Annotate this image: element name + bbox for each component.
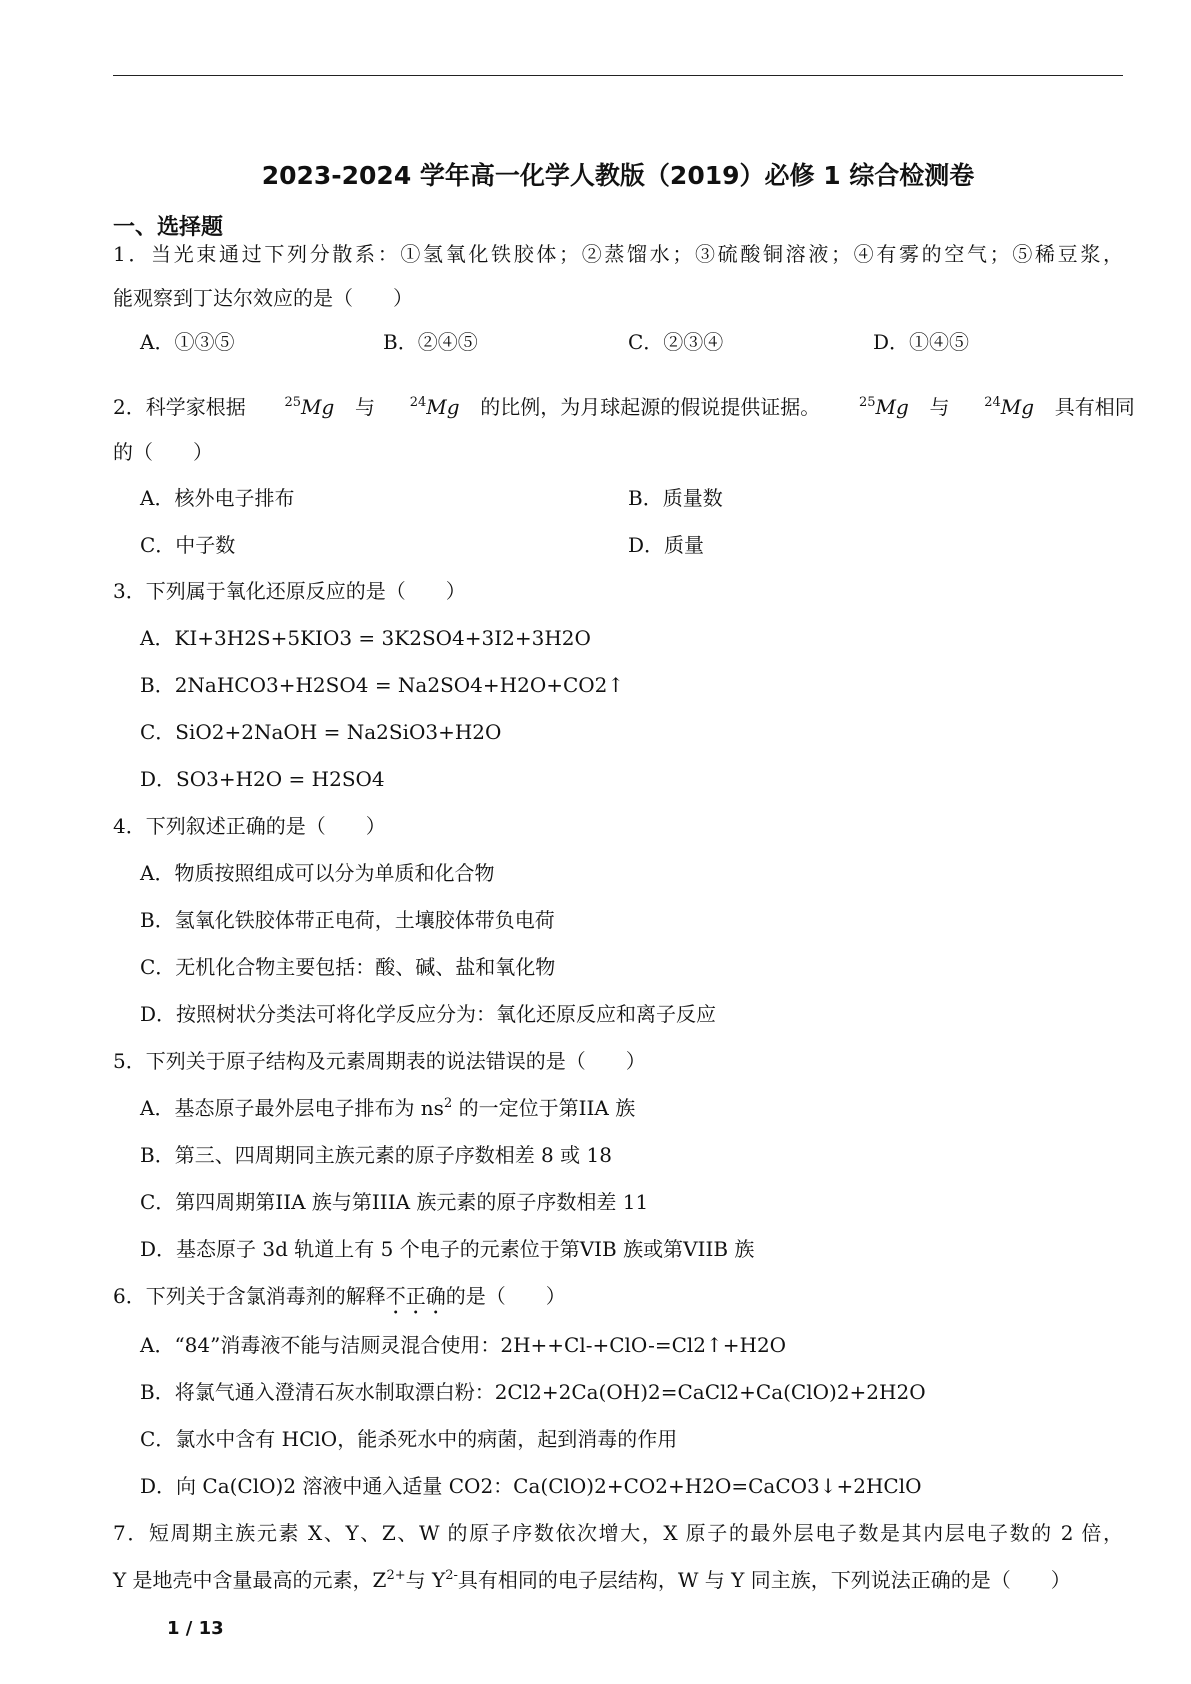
- question-3-option-b: B．2NaHCO3+H2SO4 = Na2SO4+H2O+CO2↑: [140, 673, 625, 697]
- question-5-option-a: [140, 1092, 635, 1121]
- question-6-option-b: B．将氯气通入澄清石灰水制取漂白粉：2Cl2+2Ca(OH)2=CaCl2+Ca(ClO)2+2H2O: [140, 1380, 926, 1404]
- question-4-option-b: B．氢氧化铁胶体带正电荷，土壤胶体带负电荷: [140, 908, 555, 932]
- superscript: 2+: [386, 1568, 406, 1583]
- question-6-option-a: A．“84”消毒液不能与洁厕灵混合使用：2H++Cl-+ClO-=Cl2↑+H2O: [140, 1333, 787, 1357]
- section-heading: 一、选择题: [113, 215, 224, 240]
- isotope-symbol-mg: Mg: [875, 395, 909, 419]
- question-7-text: 与 Y: [405, 1568, 446, 1592]
- superscript: 2: [443, 1096, 453, 1111]
- question-6-stem: [113, 1280, 566, 1319]
- question-3-stem: 3．下列属于氧化还原反应的是（ ）: [113, 579, 466, 603]
- question-1-stem-cont: 能观察到丁达尔效应的是（ ）: [113, 286, 413, 310]
- isotope-symbol-mg: Mg: [1000, 395, 1035, 419]
- question-2-suffix: 具有相同: [1054, 395, 1135, 419]
- question-7-text: Y 是地壳中含量最高的元素，Z: [113, 1568, 387, 1592]
- question-5-option-b: B．第三、四周期同主族元素的原子序数相差 8 或 18: [140, 1143, 612, 1167]
- question-6-option-c: C．氯水中含有 HClO，能杀死水中的病菌，起到消毒的作用: [140, 1427, 678, 1451]
- question-1-option-b: B．②④⑤: [383, 330, 478, 354]
- isotope-mass-24: 24: [984, 395, 1001, 410]
- isotope-symbol-mg: Mg: [301, 395, 335, 419]
- question-2-with: 与: [355, 395, 375, 419]
- isotope-mass-25: 25: [284, 395, 301, 410]
- question-4-option-a: A．物质按照组成可以分为单质和化合物: [140, 861, 495, 885]
- isotope-mass-25: 25: [858, 395, 876, 410]
- question-4-option-d: D．按照树状分类法可将化学反应分为：氧化还原反应和离子反应: [140, 1002, 717, 1026]
- question-1-option-c: C．②③④: [628, 330, 724, 354]
- question-7-stem: 7．短周期主族元素 X、Y、Z、W 的原子序数依次增大，X 原子的最外层电子数是其内层电子数的 2 倍，: [113, 1521, 1123, 1545]
- question-5-option-a-text-cont: 的一定位于第IIA 族: [452, 1096, 636, 1120]
- page-number: 1 / 13: [167, 1618, 224, 1639]
- question-1-stem: 1．当光束通过下列分散系：①氢氧化铁胶体；②蒸馏水；③硫酸铜溶液；④有雾的空气；⑤稀豆浆，: [113, 242, 1123, 266]
- question-3-option-d: D．SO3+H2O = H2SO4: [140, 767, 385, 791]
- question-2-option-b: B．质量数: [628, 486, 723, 510]
- question-4-stem: 4．下列叙述正确的是（ ）: [113, 814, 386, 838]
- question-2-with: 与: [929, 395, 950, 419]
- question-2-option-d: D．质量: [628, 533, 705, 557]
- header-rule: [113, 75, 1123, 76]
- question-4-option-c: C．无机化合物主要包括：酸、碱、盐和氧化物: [140, 955, 556, 979]
- question-2-stem-cont: 的（ ）: [113, 440, 213, 464]
- superscript: 2-: [445, 1568, 458, 1583]
- question-1-option-d: D．①④⑤: [873, 330, 970, 354]
- question-5-stem: 5．下列关于原子结构及元素周期表的说法错误的是（ ）: [113, 1049, 646, 1073]
- question-6-stem-text: 6．下列关于含氯消毒剂的解释: [113, 1284, 386, 1308]
- question-6-option-d: D．向 Ca(ClO)2 溶液中通入适量 CO2：Ca(ClO)2+CO2+H2O=CaCO3↓+2HClO: [140, 1474, 922, 1498]
- question-2-stem: [113, 391, 1135, 420]
- question-3-option-c: C．SiO2+2NaOH = Na2SiO3+H2O: [140, 720, 502, 744]
- question-2-prefix: 2．科学家根据: [113, 395, 246, 419]
- isotope-symbol-mg: Mg: [426, 395, 460, 419]
- question-1-option-a: A．①③⑤: [140, 330, 235, 354]
- question-6-stem-text-cont: 的是（ ）: [445, 1284, 566, 1308]
- document-title: 2023-2024 学年高一化学人教版（2019）必修 1 综合检测卷: [261, 161, 975, 190]
- question-3-option-a: A．KI+3H2S+5KIO3 = 3K2SO4+3I2+3H2O: [140, 626, 591, 650]
- question-5-option-c: C．第四周期第IIA 族与第IIIA 族元素的原子序数相差 11: [140, 1190, 649, 1214]
- question-7-text: 具有相同的电子层结构，W 与 Y 同主族，下列说法正确的是（ ）: [457, 1568, 1071, 1592]
- question-2-middle: 的比例，为月球起源的假说提供证据。: [480, 395, 821, 419]
- emphasis-text: 不正确: [385, 1284, 446, 1308]
- question-5-option-d: D．基态原子 3d 轨道上有 5 个电子的元素位于第VIB 族或第VIIB 族: [140, 1237, 755, 1261]
- question-7-stem-cont: [113, 1564, 1123, 1593]
- isotope-mass-24: 24: [409, 395, 427, 410]
- question-5-option-a-text: A．基态原子最外层电子排布为 ns: [140, 1096, 444, 1120]
- question-2-option-a: A．核外电子排布: [140, 486, 295, 510]
- question-2-option-c: C．中子数: [140, 533, 236, 557]
